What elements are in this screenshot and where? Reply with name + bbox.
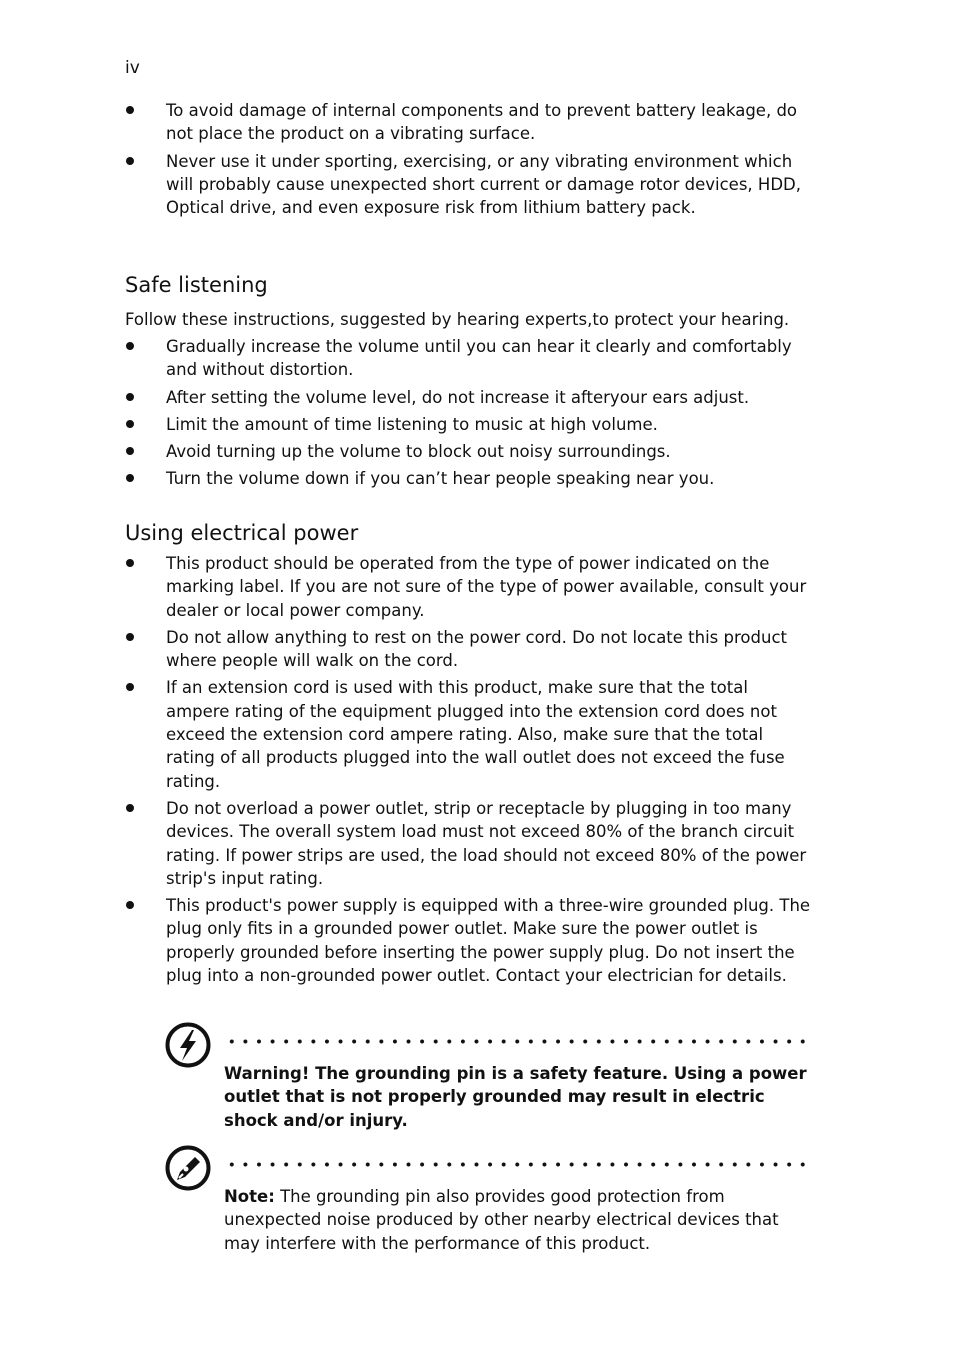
bullet-icon <box>126 106 134 114</box>
list-item-text: If an extension cord is used with this product, make sure that the total ampere rating of the equipment plugged into the extension cord does not exceed the extension cord ampere rating. Also, make sure that the total rating of all products plugged into the wall outlet does not exceed the fuse rating. <box>166 678 785 791</box>
bullet-icon <box>126 393 134 401</box>
list-item <box>125 894 815 987</box>
safe-listening-intro: Follow these instructions, suggested by hearing experts,to protect your hearing. <box>125 310 790 329</box>
top-bullet-list <box>125 99 815 223</box>
bullet-icon <box>126 901 134 909</box>
list-item-text: Limit the amount of time listening to music at high volume. <box>166 414 658 434</box>
note-label: Note: <box>224 1187 275 1206</box>
list-item <box>125 99 815 146</box>
bullet-icon <box>126 447 134 455</box>
bullet-icon <box>126 559 134 567</box>
page-number: iv <box>125 58 140 78</box>
list-item <box>125 467 815 490</box>
list-item <box>125 150 815 220</box>
dotted-separator <box>225 1039 810 1044</box>
list-item-text: Never use it under sporting, exercising, or any vibrating environment which will probably cause unexpected short current or damage rotor devices, HDD, Optical drive, and even exposure risk from lithium battery pack. <box>166 151 801 218</box>
list-item-text: To avoid damage of internal components and to prevent battery leakage, do not place the product on a vibrating surface. <box>166 101 798 144</box>
bullet-icon <box>126 342 134 350</box>
list-item-text: Avoid turning up the volume to block out noisy surroundings. <box>166 442 671 462</box>
note-body: The grounding pin also provides good protection from unexpected noise produced by other nearby electrical devices that may interfere with the performance of this product. <box>224 1187 779 1253</box>
list-item <box>125 797 815 890</box>
bullet-icon <box>126 420 134 428</box>
list-item-text: Do not allow anything to rest on the power cord. Do not locate this product where people will walk on the cord. <box>166 627 787 671</box>
section-heading-electrical-power: Using electrical power <box>125 521 359 545</box>
note-text <box>224 1185 814 1255</box>
list-item-text: Turn the volume down if you can’t hear people speaking near you. <box>166 469 715 489</box>
bullet-icon <box>126 633 134 641</box>
dotted-separator <box>225 1162 810 1167</box>
list-item <box>125 552 815 622</box>
bullet-icon <box>126 474 134 482</box>
warning-text: Warning! The grounding pin is a safety feature. Using a power outlet that is not properly grounded may result in electric shock and/or injury. <box>224 1064 807 1130</box>
section-heading-safe-listening: Safe listening <box>125 273 268 297</box>
bullet-icon <box>126 157 134 165</box>
note-pen-icon <box>165 1145 211 1191</box>
safe-listening-list <box>125 335 815 495</box>
list-item-text: This product's power supply is equipped with a three-wire grounded plug. The plug only fits in a grounded power outlet. Make sure the power outlet is properly grounded before inserting the power supply plug. Do not insert the plug into a non-grounded power outlet. Contact your electrician for details. <box>166 896 811 986</box>
list-item <box>125 676 815 792</box>
electrical-power-list <box>125 552 815 991</box>
bullet-icon <box>126 804 134 812</box>
list-item-text: Gradually increase the volume until you can hear it clearly and comfortably and without distortion. <box>166 337 792 380</box>
list-item <box>125 386 815 409</box>
list-item-text: This product should be operated from the type of power indicated on the marking label. If you are not sure of the type of power available, consult your dealer or local power company. <box>166 554 807 620</box>
warning-lightning-icon <box>165 1022 211 1068</box>
list-item <box>125 413 815 436</box>
list-item <box>125 626 815 673</box>
list-item-text: Do not overload a power outlet, strip or receptacle by plugging in too many devices. The overall system load must not exceed 80% of the branch circuit rating. If power strips are used, the load should not exceed 80% of the power strip's input rating. <box>166 798 807 888</box>
list-item <box>125 335 815 382</box>
list-item <box>125 440 815 463</box>
bullet-icon <box>126 683 134 691</box>
list-item-text: After setting the volume level, do not increase it afteryour ears adjust. <box>166 387 750 407</box>
